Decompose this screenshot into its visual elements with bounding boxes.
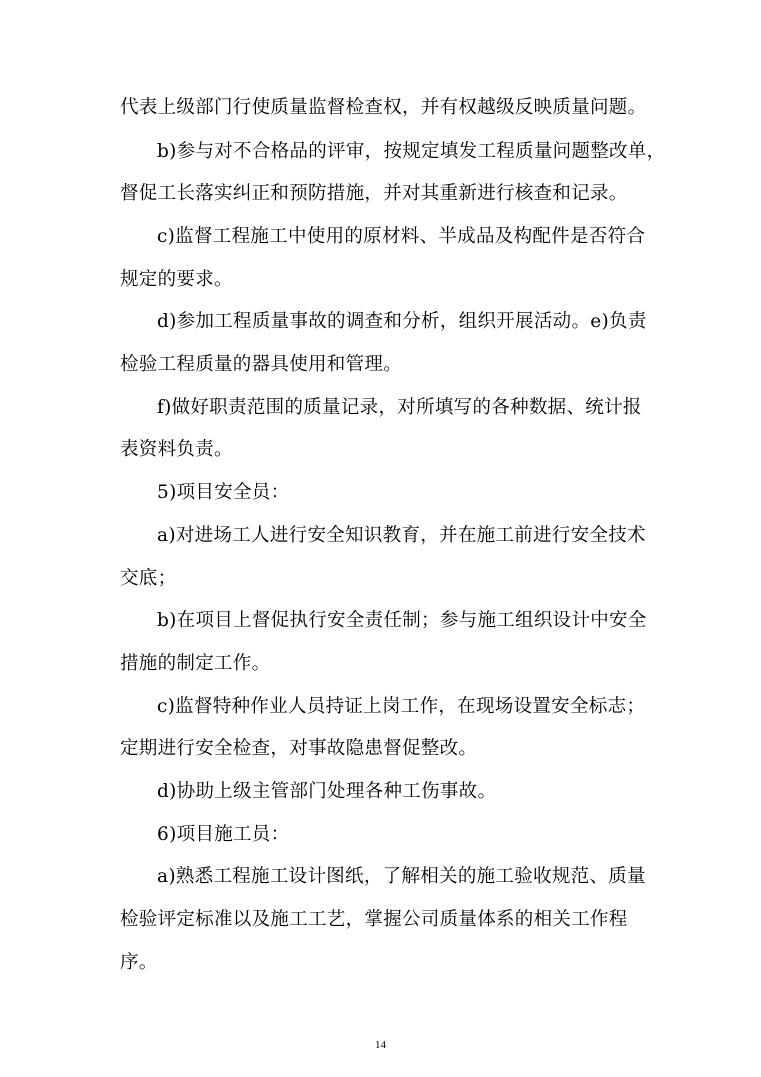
- text-line: d)参加工程质量事故的调查和分析，组织开展活动。e)负责: [157, 311, 647, 332]
- text-line: 交底；: [120, 568, 177, 589]
- text-line: b)参与对不合格品的评审，按规定填发工程质量问题整改单，: [157, 141, 666, 162]
- text-line: b)在项目上督促执行安全责任制；参与施工组织设计中安全: [157, 610, 647, 631]
- text-line: 检验评定标准以及施工工艺，掌握公司质量体系的相关工作程: [120, 909, 628, 930]
- text-line: 检验工程质量的器具使用和管理。: [120, 354, 403, 375]
- text-line: 代表上级部门行使质量监督检查权，并有权越级反映质量问题。: [120, 97, 647, 118]
- section-heading-safety-officer: 5)项目安全员：: [157, 482, 290, 503]
- page-number: 14: [375, 1039, 386, 1051]
- text-line: 规定的要求。: [120, 269, 233, 290]
- text-line: 定期进行安全检查，对事故隐患督促整改。: [120, 738, 478, 759]
- text-line: c)监督特种作业人员持证上岗工作，在现场设置安全标志；: [157, 696, 646, 717]
- text-line: 措施的制定工作。: [120, 653, 271, 674]
- text-line: a)对进场工人进行安全知识教育，并在施工前进行安全技术: [157, 525, 646, 546]
- text-line: 督促工长落实纠正和预防措施，并对其重新进行核查和记录。: [120, 183, 628, 204]
- text-line: 表资料负责。: [120, 439, 233, 460]
- text-line: d)协助上级主管部门处理各种工伤事故。: [157, 781, 497, 802]
- text-line: 序。: [120, 952, 158, 973]
- section-heading-construction-officer: 6)项目施工员：: [157, 824, 290, 845]
- text-line: a)熟悉工程施工设计图纸，了解相关的施工验收规范、质量: [157, 866, 646, 887]
- text-line: c)监督工程施工中使用的原材料、半成品及构配件是否符合: [157, 226, 646, 247]
- text-line: f)做好职责范围的质量记录，对所填写的各种数据、统计报: [157, 397, 642, 418]
